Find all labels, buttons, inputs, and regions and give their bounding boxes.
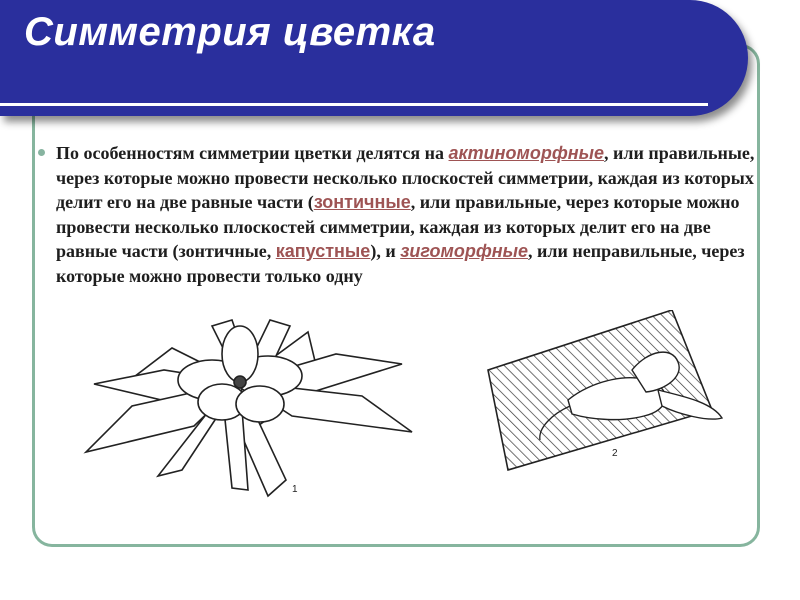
- text-part-1: По особенностям симметрии цветки делятся на: [56, 143, 449, 163]
- figure-panel: [72, 310, 732, 510]
- link-zygomorphic[interactable]: зигоморфные: [400, 241, 529, 261]
- text-part-5: , или неправильные, через которые можно провести только одну: [56, 241, 745, 286]
- bullet-dot: [38, 149, 45, 156]
- title-banner: [0, 0, 748, 116]
- text-part-2: , или правильные, через которые можно провести несколько плоскостей симметрии, каждая из которых делит его на две равные части (: [56, 143, 755, 212]
- link-umbellifers[interactable]: зонтичные: [313, 192, 411, 212]
- text-part-4: ), и: [370, 241, 401, 261]
- flower-center: [234, 376, 246, 388]
- petal: [236, 386, 284, 422]
- title-underline: [0, 103, 708, 106]
- slide-title: Симметрия цветка: [24, 10, 436, 54]
- zygomorphic-flower-figure: [488, 310, 722, 470]
- actinomorphic-flower-figure: [86, 320, 412, 496]
- figure-2-label: 2: [612, 448, 618, 459]
- text-part-3: , или правильные, через которые можно провести несколько плоскостей симметрии, каждая из которых делит его на две равные части (зонтичные,: [56, 192, 740, 261]
- link-cabbage[interactable]: капустные: [275, 241, 371, 261]
- symmetry-figures: [72, 310, 732, 510]
- petal: [222, 326, 258, 382]
- link-actinomorphic[interactable]: актиноморфные: [448, 143, 605, 163]
- figure-1-label: 1: [292, 484, 298, 495]
